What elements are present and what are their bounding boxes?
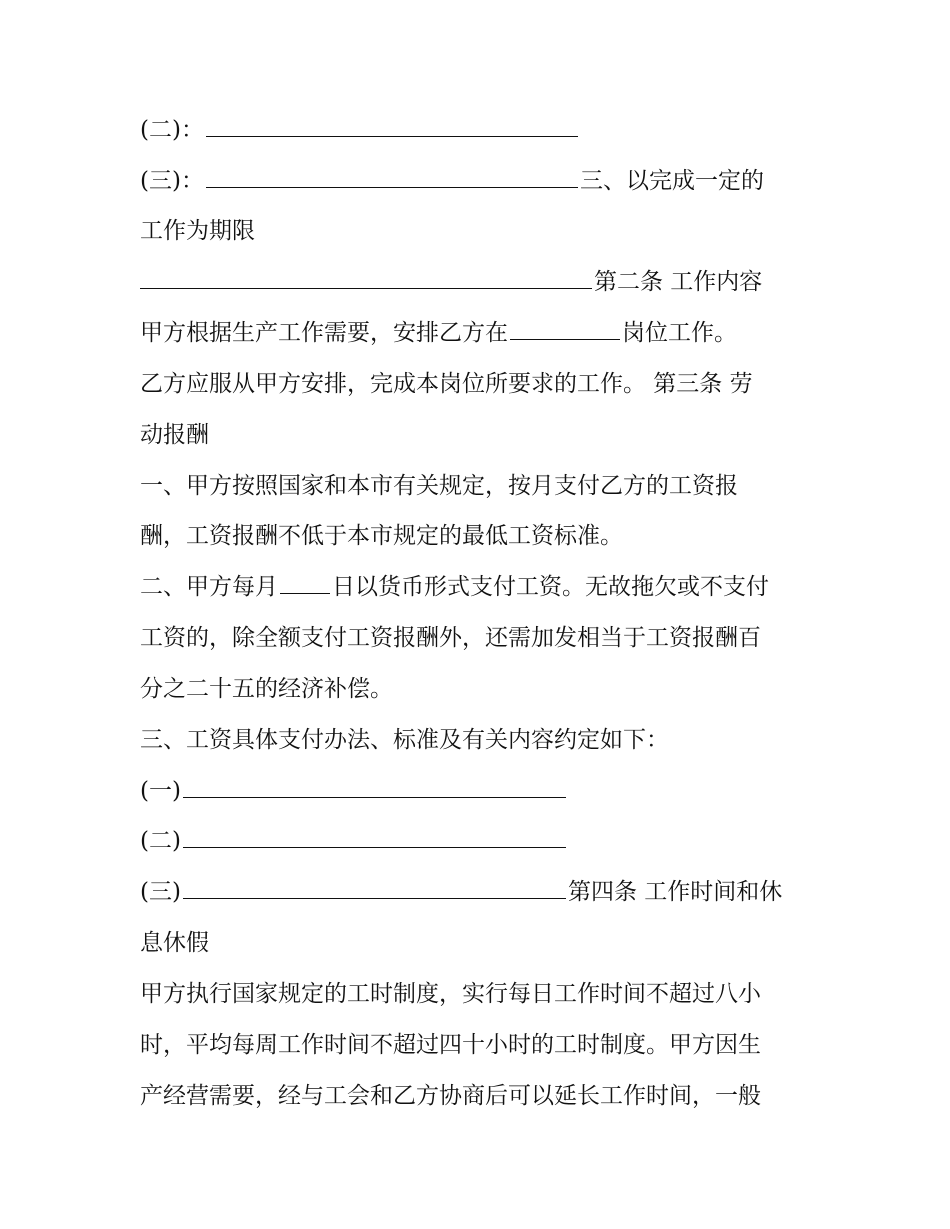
text-line: 息休假: [140, 930, 209, 956]
text-line: [140, 774, 568, 808]
text-line: [140, 265, 762, 299]
line-text: 岗位工作。: [622, 320, 737, 346]
text-line: [140, 570, 769, 604]
fill-in-blank: [183, 825, 566, 848]
text-line: 一、甲方按照国家和本市有关规定，按月支付乙方的工资报: [140, 473, 738, 499]
text-line: 时，平均每周工作时间不超过四十小时的工时制度。甲方因生: [140, 1032, 761, 1058]
line-text: (一): [140, 778, 181, 804]
text-line: 分之二十五的经济补偿。: [140, 676, 393, 702]
line-text: 二、甲方每月: [140, 574, 278, 600]
fill-in-blank: [183, 775, 566, 798]
line-text: (三): [140, 879, 181, 905]
line-text: 三、以完成一定的: [579, 168, 764, 194]
text-line: 工作为期限: [140, 218, 255, 244]
line-text: (二)：: [140, 117, 204, 143]
text-line: [140, 113, 580, 147]
fill-in-blank: [206, 114, 578, 137]
text-line: [140, 875, 782, 909]
fill-in-blank: [183, 876, 566, 899]
text-line: 甲方执行国家规定的工时制度，实行每日工作时间不超过八小: [140, 981, 761, 1007]
text-line: 乙方应服从甲方安排，完成本岗位所要求的工作。 第三条 劳: [140, 371, 753, 397]
line-text: 第四条 工作时间和休: [567, 879, 783, 905]
fill-in-blank: [206, 165, 578, 188]
text-line: [140, 316, 737, 350]
text-line: [140, 164, 764, 198]
text-line: 产经营需要，经与工会和乙方协商后可以延长工作时间，一般: [140, 1083, 761, 1109]
text-line: 三、工资具体支付办法、标准及有关内容约定如下：: [140, 727, 669, 753]
text-line: 工资的，除全额支付工资报酬外，还需加发相当于工资报酬百: [140, 625, 761, 651]
fill-in-blank: [510, 317, 620, 340]
text-line: 酬，工资报酬不低于本市规定的最低工资标准。: [140, 523, 623, 549]
text-line: [140, 824, 568, 858]
line-text: 第二条 工作内容: [594, 269, 763, 295]
line-text: 甲方根据生产工作需要，安排乙方在: [140, 320, 508, 346]
text-line: 动报酬: [140, 422, 209, 448]
fill-in-blank: [140, 266, 592, 289]
line-text: (二): [140, 828, 181, 854]
line-text: 日以货币形式支付工资。无故拖欠或不支付: [332, 574, 769, 600]
line-text: (三)：: [140, 168, 204, 194]
fill-in-blank: [280, 571, 330, 594]
